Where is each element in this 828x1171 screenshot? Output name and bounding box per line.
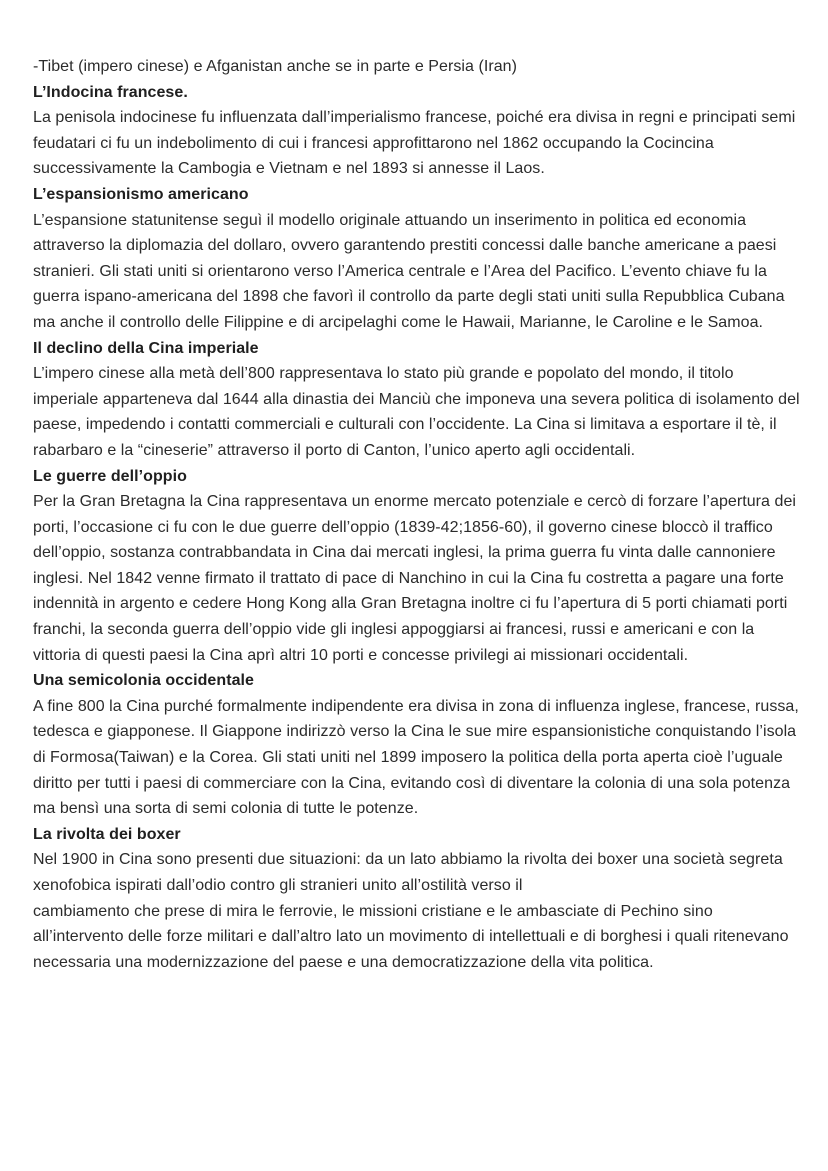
- section-heading: L’Indocina francese.: [33, 83, 188, 101]
- section-body: La penisola indocinese fu influenzata dall’imperialismo francese, poiché era divisa in regni e principati semi feudatari ci fu un indebolimento di cui i francesi approfittarono nel 1862 occupando la Cocincina successivamente la Cambogia e Vietnam e nel 1893 si annesse il Laos.: [33, 109, 796, 178]
- section-body-line: cambiamento che prese di mira le ferrovie, le missioni cristiane e le ambasciate di Pechino sino all’intervento delle forze militari e dall’altro lato un movimento di intellettuali e di borghesi i quali ritenevano necessaria una modernizzazione del paese e una democratizzazione della vita politica.: [33, 902, 789, 971]
- section-heading: La rivolta dei boxer: [33, 825, 181, 843]
- section-guerre-oppio: [33, 464, 803, 669]
- section-espansionismo-americano: [33, 182, 803, 336]
- section-body-line: Nel 1900 in Cina sono presenti due situazioni: da un lato abbiamo la rivolta dei boxer una società segreta xenofobica ispirati dall’odio contro gli stranieri unito all’ostilità verso il: [33, 851, 783, 894]
- intro-line: -Tibet (impero cinese) e Afganistan anche se in parte e Persia (Iran): [33, 58, 517, 75]
- section-semicolonia: [33, 668, 803, 822]
- section-indocina: [33, 80, 803, 182]
- section-heading: Le guerre dell’oppio: [33, 467, 187, 485]
- section-body: L’espansione statunitense seguì il modello originale attuando un inserimento in politica ed economia attraverso la diplomazia del dollaro, ovvero garantendo prestiti concessi dalle banche americane a paesi stranieri. Gli stati uniti si orientarono verso l’America centrale e l’Area del Pacifico. L’evento chiave fu la guerra ispano-americana del 1898 che favorì il controllo da parte degli stati uniti sulla Repubblica Cubana ma anche il controllo delle Filippine e di arcipelaghi come le Hawaii, Marianne, le Caroline e le Samoa.: [33, 211, 785, 331]
- section-body: L’impero cinese alla metà dell’800 rappresentava lo stato più grande e popolato del mondo, il titolo imperiale apparteneva dal 1644 alla dinastia dei Manciù che imponeva una severa politica di isolamento del paese, impedendo i contatti commerciali e culturali con l’occidente. La Cina si limitava a esportare il tè, il rabarbaro e la “cineserie” attraverso il porto di Canton, l’unico aperto agli occidentali.: [33, 365, 800, 459]
- section-declino-cina: [33, 336, 803, 464]
- section-body: A fine 800 la Cina purché formalmente indipendente era divisa in zona di influenza inglese, francese, russa, tedesca e giapponese. Il Giappone indirizzò verso la Cina le sue mire espansionistiche conquistando l’isola di Formosa(Taiwan) e la Corea. Gli stati uniti nel 1899 imposero la politica della porta aperta cioè l’uguale diritto per tutti i paesi di commerciare con la Cina, evitando così di diventare la colonia di una sola potenza ma bensì una sorta di semi colonia di tutte le potenze.: [33, 697, 799, 818]
- section-rivolta-boxer: [33, 822, 803, 976]
- section-body: Per la Gran Bretagna la Cina rappresentava un enorme mercato potenziale e cercò di forzare l’apertura dei porti, l’occasione ci fu con le due guerre dell’oppio (1839-42;1856-60), il governo cinese bloccò il traffico dell’oppio, sostanza contrabbandata in Cina dai mercati inglesi, la prima guerra fu vinta dalle cannoniere inglesi. Nel 1842 venne firmato il trattato di pace di Nanchino in cui la Cina fu costretta a pagare una forte indennità in argento e cedere Hong Kong alla Gran Bretagna inoltre ci fu l’apertura di 5 porti chiamati porti franchi, la seconda guerra dell’oppio vide gli inglesi appoggiarsi ai francesi, russi e americani e con la vittoria di questi paesi la Cina aprì altri 10 porti e concesse privilegi ai missionari occidentali.: [33, 493, 796, 664]
- section-heading: L’espansionismo americano: [33, 185, 249, 203]
- section-body: [33, 847, 803, 975]
- document-page: [33, 54, 803, 975]
- section-heading: Il declino della Cina imperiale: [33, 339, 259, 357]
- section-heading: Una semicolonia occidentale: [33, 672, 254, 690]
